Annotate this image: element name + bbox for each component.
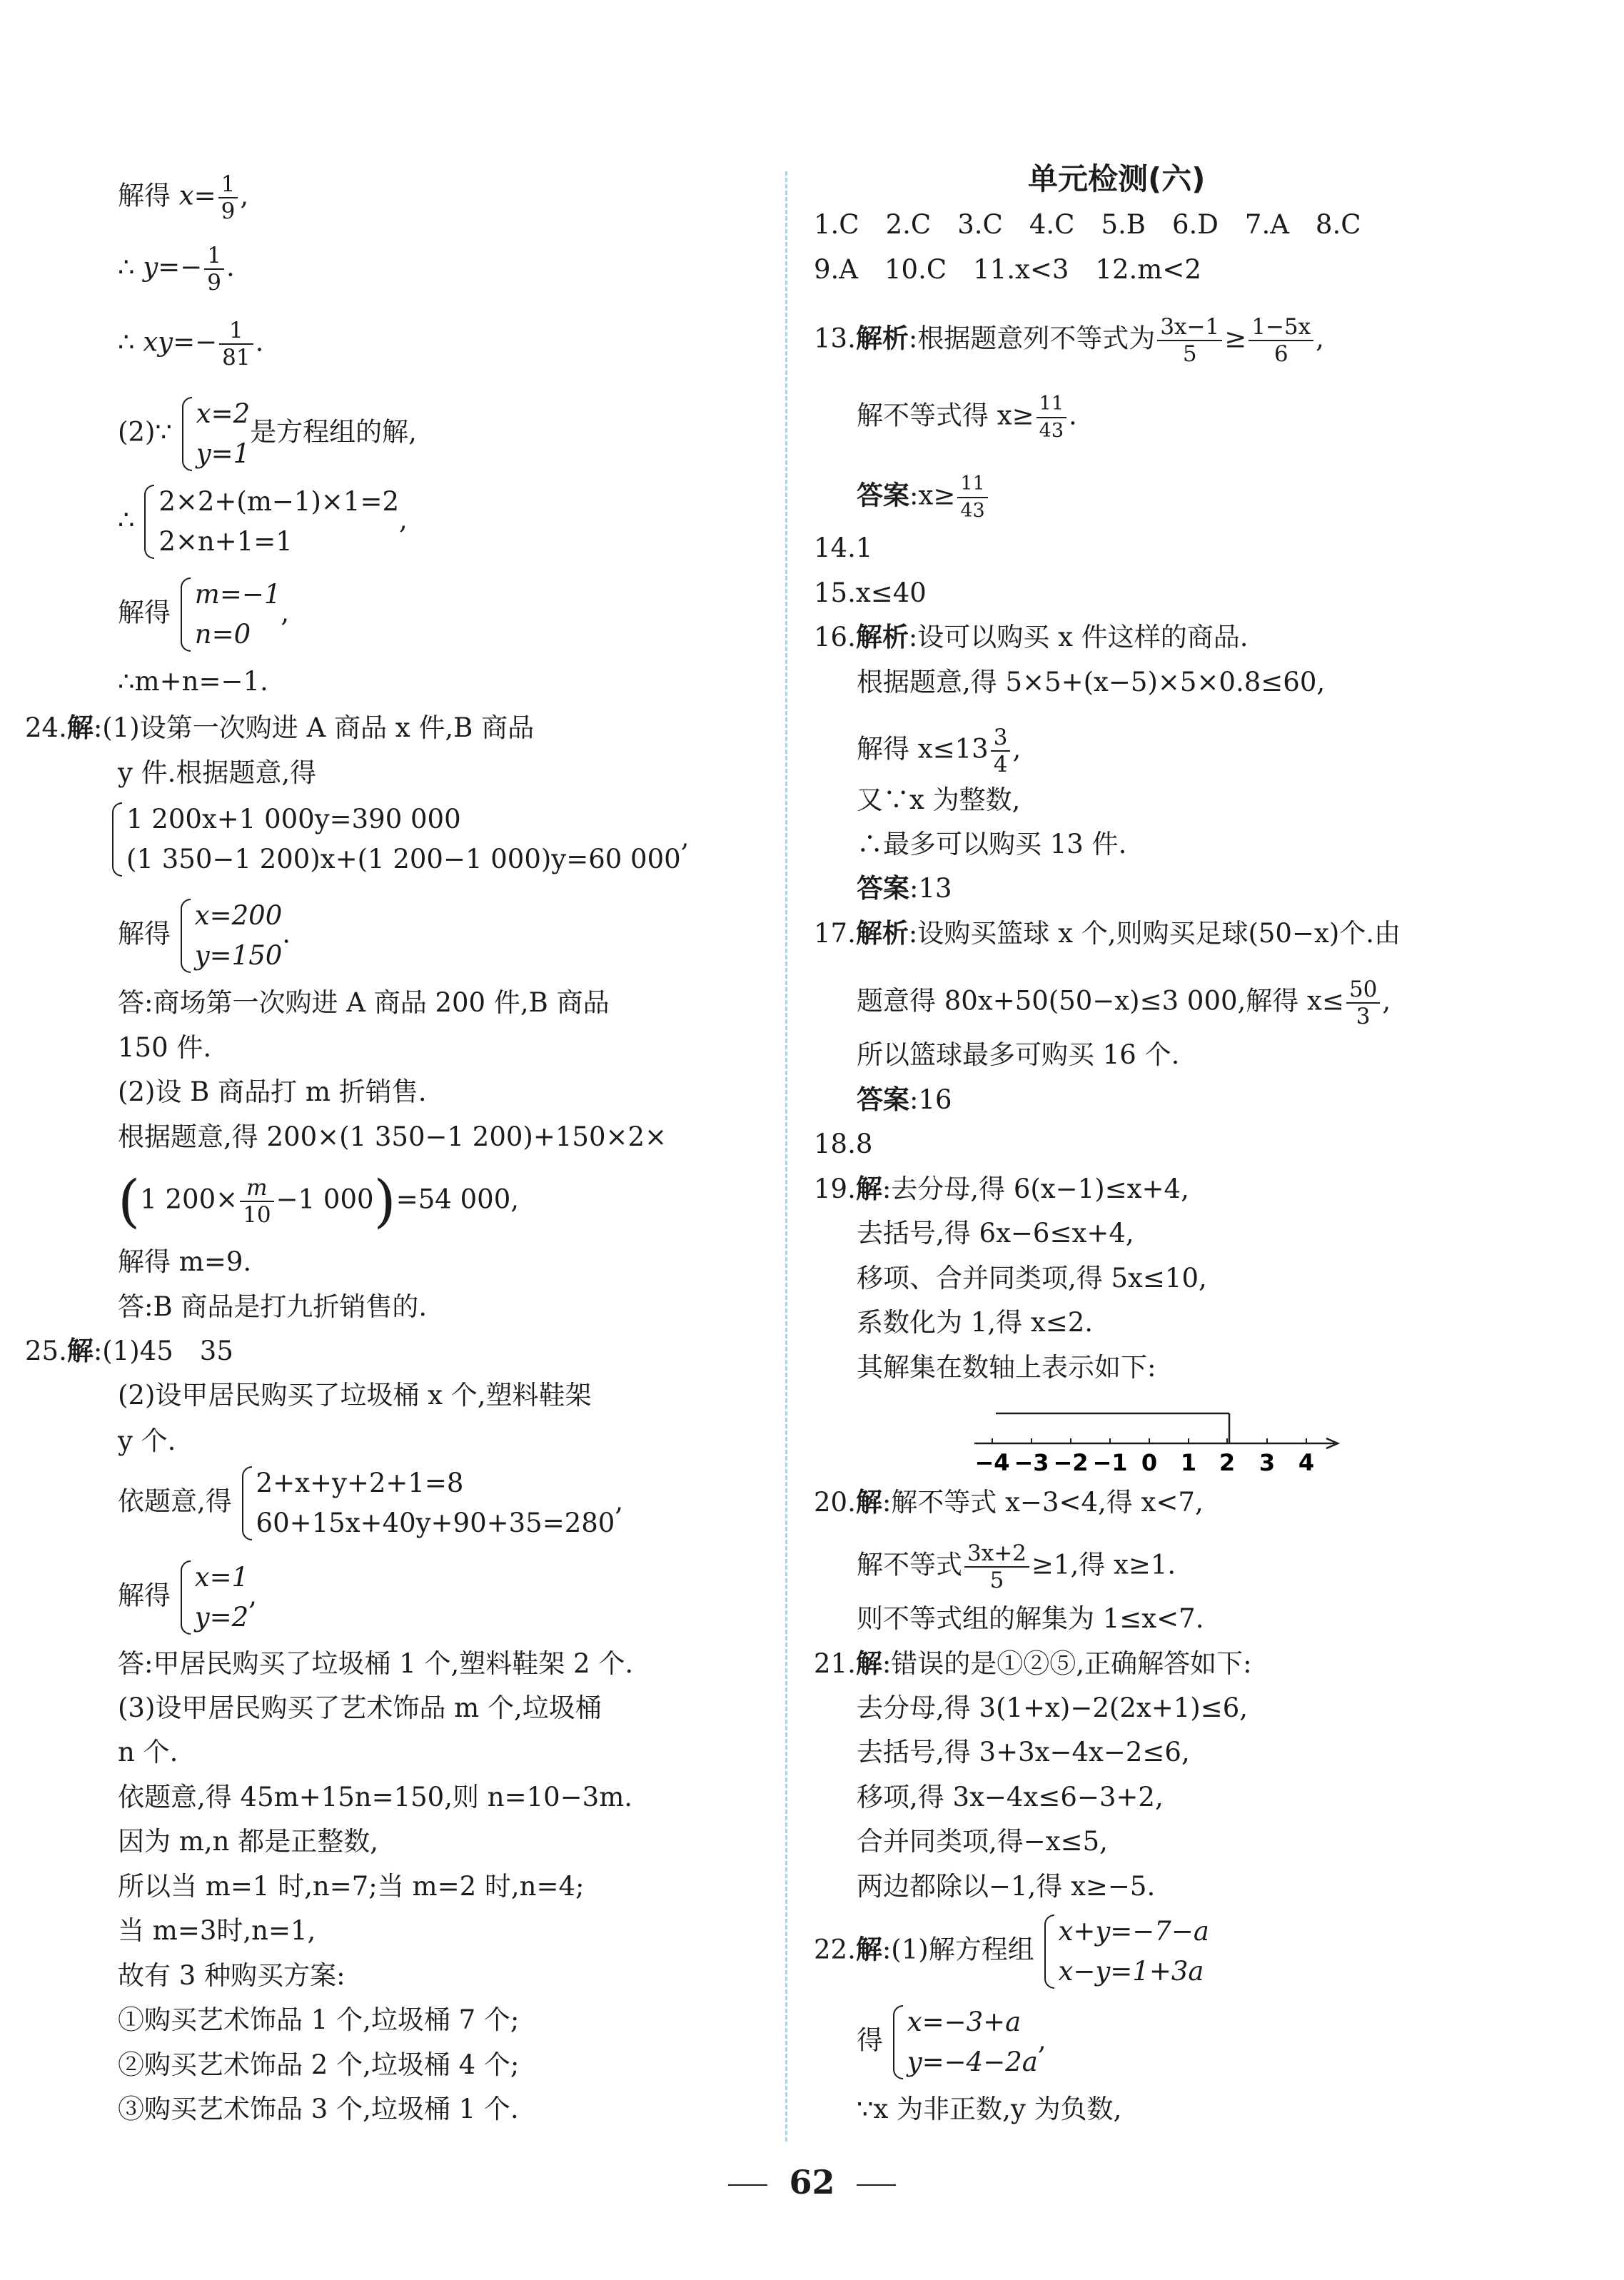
numerator: 3x−1 [1157, 314, 1222, 341]
line [814, 208, 1361, 241]
equation: x+y=−7−a [1058, 1916, 1209, 1947]
text: , [248, 1580, 257, 1611]
question-number: 20. [814, 1487, 856, 1518]
fraction [964, 1540, 1029, 1593]
solution-label: 解 [855, 1174, 882, 1204]
text: y 件.根据题意,得 [118, 757, 317, 788]
line [118, 1463, 623, 1543]
line [857, 1825, 1108, 1858]
text: 移项,得 3x−4x≤6−3+2, [857, 1782, 1164, 1812]
line [814, 1912, 1209, 1992]
equation-system [111, 799, 681, 879]
text: 系数化为 1,得 x≤2. [857, 1307, 1093, 1338]
fraction [1037, 391, 1066, 444]
line [118, 987, 610, 1019]
equation: x=200 [194, 900, 283, 931]
denominator: 5 [989, 1568, 1004, 1593]
line [118, 2093, 519, 2126]
equation: 1 200x+1 000y=390 000 [126, 804, 461, 834]
fraction [991, 725, 1011, 777]
text: . [282, 918, 291, 949]
line [118, 1781, 632, 1814]
text: , [680, 822, 690, 853]
text: 则不等式组的解集为 1≤x<7. [857, 1603, 1204, 1634]
text: = [193, 180, 216, 211]
text: (2)设甲居民购买了垃圾桶 x 个,塑料鞋架 [118, 1380, 592, 1411]
equation-system [143, 482, 399, 562]
page-number [0, 2163, 1624, 2201]
text: 依题意,得 45m+15n=150,则 n=10−3m. [118, 1782, 633, 1812]
line [118, 665, 268, 698]
text: −1 000 [276, 1184, 374, 1215]
numerator: 50 [1346, 977, 1380, 1004]
numerator: 3x+2 [964, 1540, 1029, 1568]
text: . [255, 326, 264, 358]
analysis-label: 解析 [855, 622, 909, 652]
text: 18.8 [814, 1129, 873, 1159]
line [857, 1351, 1156, 1384]
text: =− [158, 251, 203, 283]
text: =− [173, 326, 218, 358]
text: 根据题意,得 5×5+(x−5)×5×0.8≤60, [857, 667, 1326, 697]
text: 当 m=3时,n=1, [118, 1915, 316, 1946]
solution-label: 解 [66, 712, 94, 743]
text: 答:B 商品是打九折销售的. [118, 1291, 428, 1322]
line [857, 1603, 1204, 1635]
line [118, 1736, 178, 1769]
line [857, 2002, 1046, 2082]
text: 答:甲居民购买了垃圾桶 1 个,塑料鞋架 2 个. [118, 1648, 634, 1679]
line [118, 1648, 633, 1680]
denominator: 5 [1182, 341, 1197, 367]
line [857, 391, 1077, 444]
text: 故有 3 种购买方案: [118, 1960, 346, 1991]
text: ②购买艺术饰品 2 个,垃圾桶 4 个; [118, 2049, 520, 2080]
text: , [615, 1485, 624, 1517]
line [118, 1291, 427, 1323]
text: :根据题意列不等式为 [908, 323, 1156, 354]
variable: xy [143, 326, 173, 358]
denominator: 10 [243, 1202, 271, 1228]
numerator: 11 [957, 471, 987, 498]
text: ③购买艺术饰品 3 个,垃圾桶 1 个. [118, 2094, 519, 2124]
numerator: m [240, 1175, 273, 1202]
text: 解得 x≤13 [857, 733, 989, 765]
text: 根据题意,得 200×(1 350−1 200)+150×2× [118, 1121, 667, 1152]
dash [857, 2184, 896, 2186]
text: 题意得 80x+50(50−x)≤3 000,解得 x≤ [857, 985, 1344, 1017]
line [857, 828, 1126, 861]
fraction [219, 318, 253, 370]
line [118, 1168, 519, 1234]
line [111, 799, 689, 879]
variable: x [178, 180, 194, 211]
line [814, 1173, 1189, 1206]
numerator: 1−5x [1249, 314, 1313, 341]
brace [181, 899, 191, 973]
equation: y=−4−2a [907, 2047, 1038, 2077]
line [814, 577, 927, 610]
equation: 2×2+(m−1)×1=2 [158, 486, 399, 517]
text: 1.C 2.C 3.C 4.C 5.B 6.D 7.A 8.C [814, 209, 1361, 240]
fraction [240, 1175, 273, 1228]
text: :(1)45 35 [93, 1336, 233, 1366]
text: 15.x≤40 [814, 577, 927, 608]
equation: 2+x+y+2+1=8 [256, 1468, 464, 1498]
equation: x=1 [194, 1562, 249, 1593]
text: (2)∵ [118, 416, 172, 448]
line [118, 243, 235, 296]
answer-label: 答案 [857, 480, 909, 511]
text: ≥ [1224, 323, 1247, 354]
equation-system [241, 1463, 615, 1543]
text: 1 200× [140, 1184, 238, 1215]
line [118, 1959, 346, 1992]
text: 150 件. [118, 1032, 212, 1063]
line [857, 725, 1021, 777]
question-number: 19. [814, 1174, 856, 1204]
line [814, 1486, 1204, 1519]
line [118, 896, 291, 976]
line [118, 1379, 592, 1412]
tick-label: −1 [1092, 1449, 1128, 1476]
text: , [1037, 2024, 1046, 2056]
therefore-symbol: ∴ [118, 504, 135, 535]
text: y 个. [118, 1426, 176, 1456]
column-divider [785, 171, 787, 2142]
text: 解得 m=9. [118, 1246, 252, 1277]
tick-label: −3 [1014, 1449, 1049, 1476]
text: (3)设甲居民购买了艺术饰品 m 个,垃圾桶 [118, 1693, 602, 1723]
text: ≥1,得 x≥1. [1031, 1549, 1176, 1580]
line [118, 394, 417, 474]
equation: 2×n+1=1 [158, 526, 293, 557]
question-number: 13. [814, 323, 856, 354]
line [857, 1084, 952, 1116]
dash [728, 2184, 767, 2186]
page-number-text: 62 [789, 2163, 835, 2201]
text: 解得 [118, 597, 171, 628]
equation: m=−1 [194, 579, 281, 610]
line [814, 1128, 872, 1161]
fraction [1249, 314, 1313, 367]
text: :解不等式 x−3<4,得 x<7, [882, 1487, 1204, 1518]
text: 移项、合并同类项,得 5x≤10, [857, 1263, 1207, 1293]
solution-label: 解 [855, 1934, 882, 1965]
text: 又∵x 为整数, [857, 785, 1021, 815]
text: , [1382, 985, 1391, 1017]
line [857, 977, 1391, 1029]
line [118, 575, 289, 655]
fraction [1157, 314, 1222, 367]
text: :x≥ [909, 480, 956, 511]
text: ∴最多可以购买 13 件. [857, 829, 1127, 859]
line [118, 1076, 427, 1109]
text: 9.A 10.C 11.x<3 12.m<2 [814, 254, 1201, 285]
brace [181, 1560, 191, 1635]
line [118, 171, 248, 224]
line [857, 1540, 1176, 1593]
tick-label: 0 [1141, 1449, 1158, 1476]
number-line-figure [814, 1399, 1528, 1492]
brace [181, 577, 191, 652]
line [814, 532, 872, 565]
text: 因为 m,n 都是正整数, [118, 1826, 378, 1857]
text: =54 000, [395, 1184, 519, 1215]
brace [242, 1466, 252, 1540]
text: :(1)设第一次购进 A 商品 x 件,B 商品 [93, 712, 535, 743]
line [857, 1039, 1179, 1071]
numerator: 11 [1037, 391, 1066, 418]
line [857, 1306, 1093, 1339]
text: 两边都除以−1,得 x≥−5. [857, 1871, 1156, 1902]
equation-system [179, 1558, 248, 1638]
denominator: 3 [1356, 1004, 1371, 1029]
brace [893, 2005, 903, 2079]
line [857, 1262, 1207, 1295]
numerator: 1 [218, 171, 238, 198]
denominator: 6 [1274, 341, 1288, 367]
brace [182, 397, 192, 471]
text: 所以当 m=1 时,n=7;当 m=2 时,n=4; [118, 1871, 585, 1902]
equation-system [179, 896, 283, 976]
line [118, 757, 316, 790]
tick-label: 1 [1180, 1449, 1197, 1476]
paren: ( [118, 1168, 141, 1234]
text: 去分母,得 3(1+x)−2(2x+1)≤6, [857, 1693, 1249, 1723]
line [25, 1335, 233, 1368]
line [857, 1217, 1134, 1250]
question-number: 25. [25, 1336, 67, 1366]
tick-label: −2 [1053, 1449, 1089, 1476]
brace [112, 802, 122, 877]
question-number: 17. [814, 918, 856, 949]
line [118, 1031, 211, 1064]
line [857, 666, 1325, 699]
text: , [281, 597, 290, 628]
question-number: 21. [814, 1648, 856, 1679]
line [118, 1425, 176, 1458]
tick-label: 3 [1259, 1449, 1276, 1476]
text: , [1316, 323, 1324, 354]
denominator: 43 [1039, 420, 1064, 442]
text: , [1012, 733, 1022, 765]
text: 14.1 [814, 533, 873, 563]
line [118, 1692, 602, 1725]
equation: y=2 [194, 1602, 249, 1633]
text: :16 [909, 1084, 952, 1115]
text: 去括号,得 6x−6≤x+4, [857, 1218, 1134, 1249]
line [118, 1915, 316, 1947]
text: 去括号,得 3+3x−4x−2≤6, [857, 1737, 1190, 1767]
brace [1044, 1915, 1054, 1989]
denominator: 43 [960, 500, 985, 522]
denominator: 4 [993, 752, 1008, 777]
text: , [240, 180, 249, 211]
line [857, 1692, 1248, 1725]
line [118, 2049, 519, 2082]
equation: (1 350−1 200)x+(1 200−1 000)y=60 000 [126, 844, 681, 874]
denominator: 81 [222, 345, 251, 370]
line [118, 1246, 251, 1278]
line [857, 1781, 1164, 1814]
line [857, 1870, 1155, 1903]
text: ①购买艺术饰品 1 个,垃圾桶 7 个; [118, 2004, 520, 2035]
line [814, 917, 1401, 950]
line [857, 1736, 1190, 1769]
numerator: 1 [204, 243, 224, 270]
text: :设可以购买 x 件这样的商品. [908, 622, 1249, 652]
text: 其解集在数轴上表示如下: [857, 1352, 1156, 1383]
tick-label: 2 [1219, 1449, 1236, 1476]
fraction [1346, 977, 1380, 1029]
text: (2)设 B 商品打 m 折销售. [118, 1076, 427, 1107]
section-title: 单元检测(六) [1028, 161, 1206, 196]
equation-system [181, 394, 250, 474]
number-line [971, 1399, 1442, 1492]
equation: x−y=1+3a [1058, 1956, 1204, 1987]
line [814, 253, 1201, 286]
text: . [226, 251, 235, 283]
question-number: 22. [814, 1934, 856, 1965]
line [118, 1121, 667, 1154]
answer-label: 答案 [857, 873, 909, 904]
equation: n=0 [194, 619, 251, 650]
text: :(1)解方程组 [882, 1934, 1034, 1965]
text: 解得 [118, 1580, 171, 1611]
line [118, 1825, 378, 1858]
equation: y=150 [194, 940, 283, 971]
line [118, 318, 263, 370]
equation-system [892, 2002, 1038, 2082]
text: 是方程组的解, [250, 416, 417, 448]
line [25, 712, 534, 745]
line [118, 1870, 585, 1903]
line [857, 2093, 1121, 2126]
text: :13 [909, 873, 952, 904]
text: :错误的是①②⑤,正确解答如下: [882, 1648, 1252, 1679]
tick-label: 4 [1298, 1449, 1315, 1476]
line [118, 2004, 519, 2037]
line [118, 1558, 257, 1638]
equation: x=−3+a [907, 2007, 1022, 2037]
equation-system [1043, 1912, 1209, 1992]
line [857, 471, 990, 524]
text: n 个. [118, 1737, 178, 1767]
numerator: 1 [219, 318, 253, 345]
text: . [1069, 400, 1077, 431]
paren: ) [373, 1168, 396, 1234]
text: , [398, 504, 408, 535]
text: 解不等式得 x≥ [857, 400, 1034, 431]
text: :设购买篮球 x 个,则购买足球(50−x)个.由 [908, 918, 1401, 949]
solution-label: 解 [66, 1336, 94, 1366]
tick-label: −4 [974, 1449, 1010, 1476]
line [814, 314, 1324, 367]
text: 答:商场第一次购进 A 商品 200 件,B 商品 [118, 987, 610, 1018]
solution-label: 解 [855, 1648, 882, 1679]
line [857, 872, 952, 905]
numerator: 3 [991, 725, 1011, 752]
text: 依题意,得 [118, 1485, 232, 1517]
therefore-symbol: ∴ [118, 326, 135, 358]
text: ∴m+n=−1. [118, 666, 268, 697]
text: :去分母,得 6(x−1)≤x+4, [882, 1174, 1189, 1204]
denominator: 9 [221, 198, 236, 224]
analysis-label: 解析 [855, 323, 909, 354]
line [118, 482, 408, 562]
fraction [204, 243, 224, 296]
question-number: 24. [25, 712, 67, 743]
equation: x=2 [196, 398, 251, 429]
answer-label: 答案 [857, 1084, 909, 1115]
fraction [218, 171, 238, 224]
line [857, 784, 1020, 817]
line [814, 621, 1248, 654]
brace [144, 485, 154, 559]
equation: 60+15x+40y+90+35=280 [256, 1508, 615, 1538]
text: 所以篮球最多可购买 16 个. [857, 1039, 1180, 1070]
therefore-symbol: ∴ [118, 251, 135, 283]
equation-system [179, 575, 281, 655]
analysis-label: 解析 [855, 918, 909, 949]
equation: y=1 [196, 438, 251, 469]
text: 解不等式 [857, 1549, 962, 1580]
variable: y [143, 251, 158, 283]
text: 解得 [118, 180, 171, 211]
solution-label: 解 [855, 1487, 882, 1518]
denominator: 9 [207, 270, 221, 296]
text: 得 [857, 2024, 883, 2056]
fraction [957, 471, 987, 524]
text: 解得 [118, 918, 171, 949]
question-number: 16. [814, 622, 856, 652]
text: 合并同类项,得−x≤5, [857, 1826, 1108, 1857]
line [814, 1648, 1252, 1680]
text: ∵x 为非正数,y 为负数, [857, 2094, 1122, 2124]
